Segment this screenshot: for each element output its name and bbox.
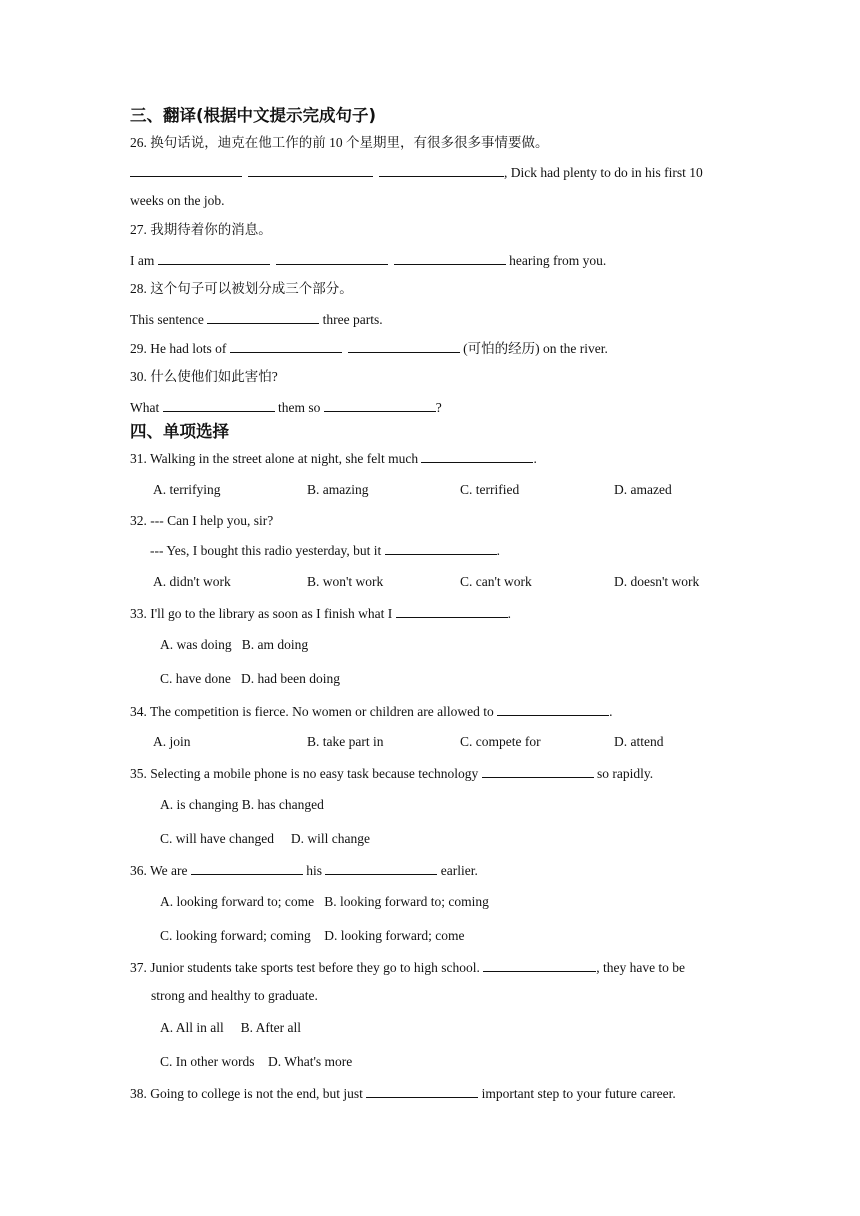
- q31-option-c[interactable]: C. terrified: [460, 482, 520, 497]
- q26-blank-3[interactable]: [379, 163, 504, 177]
- q32-option-b[interactable]: B. won't work: [307, 574, 384, 589]
- q35-blank[interactable]: [482, 764, 594, 778]
- q32-blank[interactable]: [385, 541, 497, 555]
- q34-stem: 34. The competition is fierce. No women or children are allowed to .: [130, 704, 613, 719]
- q28-answer-line: [130, 310, 383, 329]
- q33-blank[interactable]: [396, 604, 508, 618]
- q27-prompt: 27. 我期待着你的消息。: [130, 222, 272, 237]
- q27-blank-2[interactable]: [276, 251, 388, 265]
- q29-end: (可怕的经历) on the river.: [463, 341, 608, 356]
- q27-start: I am: [130, 253, 155, 268]
- q27-blank-1[interactable]: [158, 251, 270, 265]
- q32-option-c[interactable]: C. can't work: [460, 574, 532, 589]
- q26-answer-end: , Dick had plenty to do in his first 10: [504, 165, 703, 180]
- q38-stem: 38. Going to college is not the end, but just important step to your future career.: [130, 1086, 676, 1101]
- q29-blank-2[interactable]: [348, 339, 460, 353]
- section-4-heading: 四、单项选择: [130, 422, 229, 441]
- q34-option-a[interactable]: A. join: [153, 734, 191, 749]
- q30-start: What: [130, 400, 160, 415]
- q36-options-row-2[interactable]: C. looking forward; coming D. looking forward; come: [160, 928, 465, 943]
- section-3-heading: 三、翻译(根据中文提示完成句子): [130, 106, 377, 125]
- q37-options-row-2[interactable]: C. In other words D. What's more: [160, 1054, 353, 1069]
- q26-answer-cont: weeks on the job.: [130, 193, 225, 208]
- q30-blank-1[interactable]: [163, 398, 275, 412]
- q32-option-d[interactable]: D. doesn't work: [614, 574, 700, 589]
- q30-blank-2[interactable]: [324, 398, 436, 412]
- q37-options-row-1[interactable]: A. All in all B. After all: [160, 1020, 301, 1035]
- q36-options-row-1[interactable]: A. looking forward to; come B. looking forward to; coming: [160, 894, 489, 909]
- q31-option-b[interactable]: B. amazing: [307, 482, 369, 497]
- q35-options-row-2[interactable]: C. will have changed D. will change: [160, 831, 370, 846]
- q34-option-b[interactable]: B. take part in: [307, 734, 384, 749]
- q34-option-d[interactable]: D. attend: [614, 734, 664, 749]
- q37-stem-cont: strong and healthy to graduate.: [151, 988, 318, 1003]
- q27-answer-line: [130, 251, 606, 270]
- q36-blank-1[interactable]: [191, 861, 303, 875]
- q35-options-row-1[interactable]: A. is changing B. has changed: [160, 797, 324, 812]
- q28-blank-1[interactable]: [207, 310, 319, 324]
- q26-prompt: 26. 换句话说，迪克在他工作的前 10 个星期里，有很多很多事情要做。: [130, 135, 549, 150]
- q26-answer-line: [130, 163, 703, 182]
- q30-middle: them so: [278, 400, 321, 415]
- q34-option-c[interactable]: C. compete for: [460, 734, 541, 749]
- q32-stem: 32. --- Can I help you, sir?: [130, 513, 274, 528]
- q30-prompt: 30. 什么使他们如此害怕?: [130, 369, 278, 384]
- q28-start: This sentence: [130, 312, 204, 327]
- q32-stem-2: --- Yes, I bought this radio yesterday, but it .: [150, 543, 500, 558]
- q27-blank-3[interactable]: [394, 251, 506, 265]
- q33-options-row-1[interactable]: A. was doing B. am doing: [160, 637, 309, 652]
- q34-blank[interactable]: [497, 702, 609, 716]
- q37-blank[interactable]: [483, 958, 596, 972]
- q26-blank-1[interactable]: [130, 163, 242, 177]
- q27-end: hearing from you.: [509, 253, 607, 268]
- q26-blank-2[interactable]: [248, 163, 373, 177]
- q29-blank-1[interactable]: [230, 339, 342, 353]
- q33-options-row-2[interactable]: C. have done D. had been doing: [160, 671, 340, 686]
- q36-blank-2[interactable]: [325, 861, 437, 875]
- q31-stem: 31. Walking in the street alone at night, she felt much .: [130, 451, 537, 466]
- q28-end: three parts.: [322, 312, 383, 327]
- q32-option-a[interactable]: A. didn't work: [153, 574, 231, 589]
- q31-option-d[interactable]: D. amazed: [614, 482, 672, 497]
- q38-blank[interactable]: [366, 1084, 478, 1098]
- q37-stem: 37. Junior students take sports test before they go to high school. , they have to be: [130, 960, 686, 975]
- q31-option-a[interactable]: A. terrifying: [153, 482, 221, 497]
- q33-stem: 33. I'll go to the library as soon as I finish what I .: [130, 606, 512, 621]
- q31-blank[interactable]: [421, 449, 533, 463]
- q30-answer-line: [130, 398, 442, 417]
- q28-prompt: 28. 这个句子可以被划分成三个部分。: [130, 281, 353, 296]
- q29-start: 29. He had lots of: [130, 341, 227, 356]
- q36-stem: 36. We are his earlier.: [130, 863, 478, 878]
- q30-end: ?: [435, 400, 442, 415]
- q29-answer-line: [130, 339, 608, 358]
- q35-stem: 35. Selecting a mobile phone is no easy task because technology so rapidly.: [130, 766, 654, 781]
